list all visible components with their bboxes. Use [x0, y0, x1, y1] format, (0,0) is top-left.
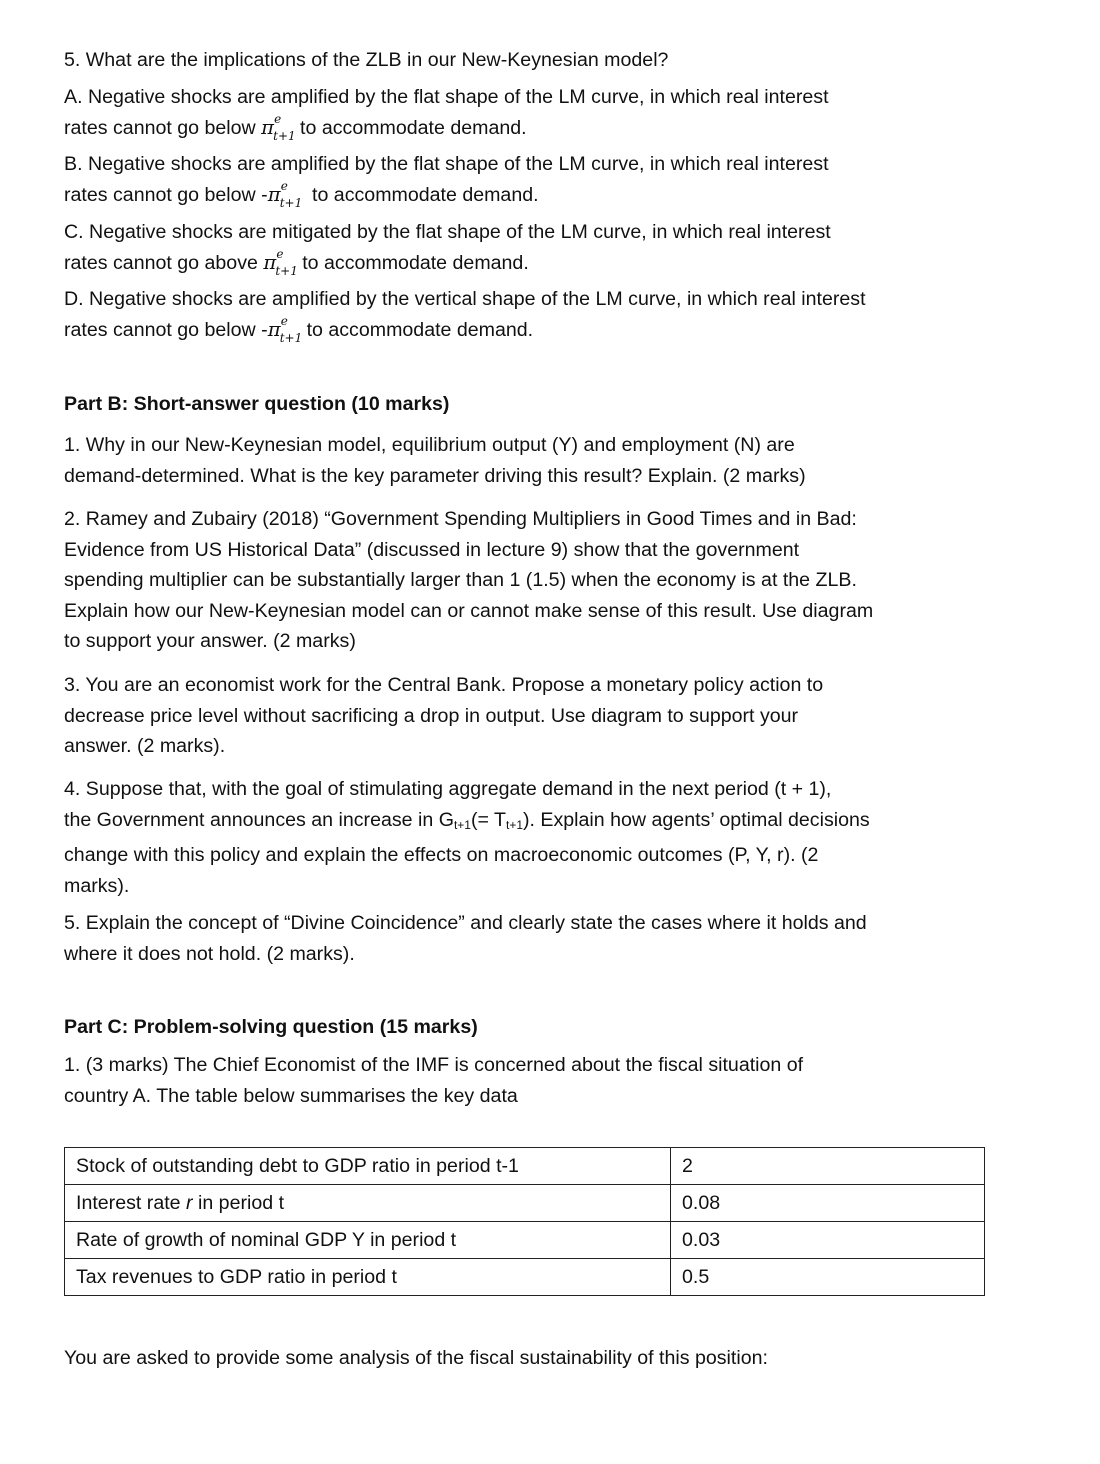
pi-expected-math: π e t+1 — [263, 246, 298, 278]
closing-text: You are asked to provide some analysis of the fiscal sustainability of this position: — [64, 1347, 768, 1369]
option-c: C. Negative shocks are mitigated by the flat shape of the LM curve, in which real interest rates cannot go above π e t+1 to accommodate demand. — [64, 221, 831, 278]
part-c-heading: Part C: Problem-solving question (15 marks) — [64, 1016, 478, 1038]
part-b-heading: Part B: Short-answer question (10 marks) — [64, 393, 450, 415]
table-row: Interest rate r in period t 0.08 — [65, 1185, 985, 1222]
option-d: D. Negative shocks are amplified by the vertical shape of the LM curve, in which real interest rates cannot go below -π e t+1 to accommodate demand. — [64, 288, 866, 345]
pi-expected-math: π e t+1 — [267, 313, 303, 345]
table-row: Stock of outstanding debt to GDP ratio in period t-1 2 — [65, 1148, 985, 1185]
question-5-title: 5. What are the implications of the ZLB in our New-Keynesian model? — [64, 49, 669, 71]
part-b-question-4: 4. Suppose that, with the goal of stimulating aggregate demand in the next period (t + 1), the Government announces an increase in Gt+1(= Tt+1). Explain how agents’ optimal decisions change with this policy and explain the effects on macroeconomic outcomes (P, Y, r). (2 marks). — [64, 778, 870, 897]
part-b-question-5: 5. Explain the concept of “Divine Coincidence” and clearly state the cases where it holds and where it does not hold. (2 marks). — [64, 912, 867, 965]
pi-expected-math: π e t+1 — [267, 178, 303, 210]
pi-expected-math: π e t+1 — [261, 111, 296, 143]
table-row: Tax revenues to GDP ratio in period t 0.5 — [65, 1259, 985, 1296]
part-b-question-3: 3. You are an economist work for the Central Bank. Propose a monetary policy action to decrease price level without sacrificing a drop in output. Use diagram to support your answer. (2 marks). — [64, 674, 824, 757]
part-c-question-1: 1. (3 marks) The Chief Economist of the IMF is concerned about the fiscal situation of country A. The table below summarises the key data — [64, 1054, 804, 1107]
option-b: B. Negative shocks are amplified by the flat shape of the LM curve, in which real interest rates cannot go below -π e t+1 to accommodate demand. — [64, 153, 829, 210]
part-b-question-1: 1. Why in our New-Keynesian model, equilibrium output (Y) and employment (N) are demand-determined. What is the key parameter driving this result? Explain. (2 marks) — [64, 434, 806, 487]
option-a: A. Negative shocks are amplified by the flat shape of the LM curve, in which real interest rates cannot go below π e t+1 to accommodate demand. — [64, 86, 829, 143]
table-row: Rate of growth of nominal GDP Y in period t 0.03 — [65, 1222, 985, 1259]
fiscal-data-table — [64, 1147, 985, 1296]
part-b-question-2: 2. Ramey and Zubairy (2018) “Government Spending Multipliers in Good Times and in Bad: Evidence from US Historical Data” (discussed in lecture 9) show that the government spending multiplier can be substantially larger than 1 (1.5) when the economy is at the ZLB. Explain how our New-Keynesian model can or cannot make sense of this result. Use diagram to support your answer. (2 marks) — [64, 508, 874, 652]
